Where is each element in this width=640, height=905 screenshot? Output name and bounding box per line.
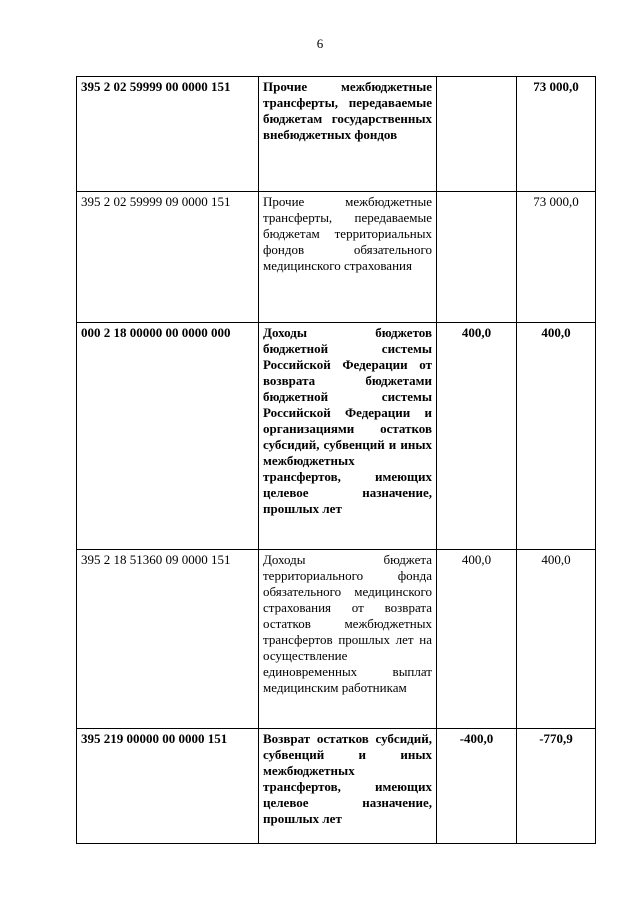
value-column-2: 400,0 [517,323,596,550]
value-column-2: 400,0 [517,550,596,729]
item-name: Возврат остатков субсидий, субвенций и иных межбюджетных трансфертов, имеющих целевое назначение, прошлых лет [259,729,437,844]
page-number: 6 [316,36,324,51]
table-row [77,323,596,550]
budget-code: 395 2 18 51360 09 0000 151 [77,550,259,729]
value-column-2: 73 000,0 [517,192,596,323]
budget-table [76,76,596,844]
value-column-2: 73 000,0 [517,77,596,192]
item-name: Прочие межбюджетные трансферты, передаваемые бюджетам территориальных фондов обязательного медицинского страхования [259,192,437,323]
budget-code: 395 2 02 59999 09 0000 151 [77,192,259,323]
value-column-1: 400,0 [437,323,517,550]
table-row [77,192,596,323]
value-column-1 [437,77,517,192]
budget-code: 395 2 02 59999 00 0000 151 [77,77,259,192]
table-row [77,77,596,192]
item-name: Доходы бюджета территориального фонда обязательного медицинского страхования от возврата остатков межбюджетных трансфертов прошлых лет на осуществление единовременных выплат медицинским работникам [259,550,437,729]
value-column-1: 400,0 [437,550,517,729]
table-row [77,550,596,729]
budget-code: 395 219 00000 00 0000 151 [77,729,259,844]
value-column-1 [437,192,517,323]
budget-code: 000 2 18 00000 00 0000 000 [77,323,259,550]
value-column-2: -770,9 [517,729,596,844]
item-name: Доходы бюджетов бюджетной системы Российской Федерации от возврата бюджетами бюджетной системы Российской Федерации и организациями остатков субсидий, субвенций и иных межбюджетных трансфертов, имеющих целевое назначение, прошлых лет [259,323,437,550]
item-name: Прочие межбюджетные трансферты, передаваемые бюджетам государственных внебюджетных фондов [259,77,437,192]
value-column-1: -400,0 [437,729,517,844]
table-row [77,729,596,844]
